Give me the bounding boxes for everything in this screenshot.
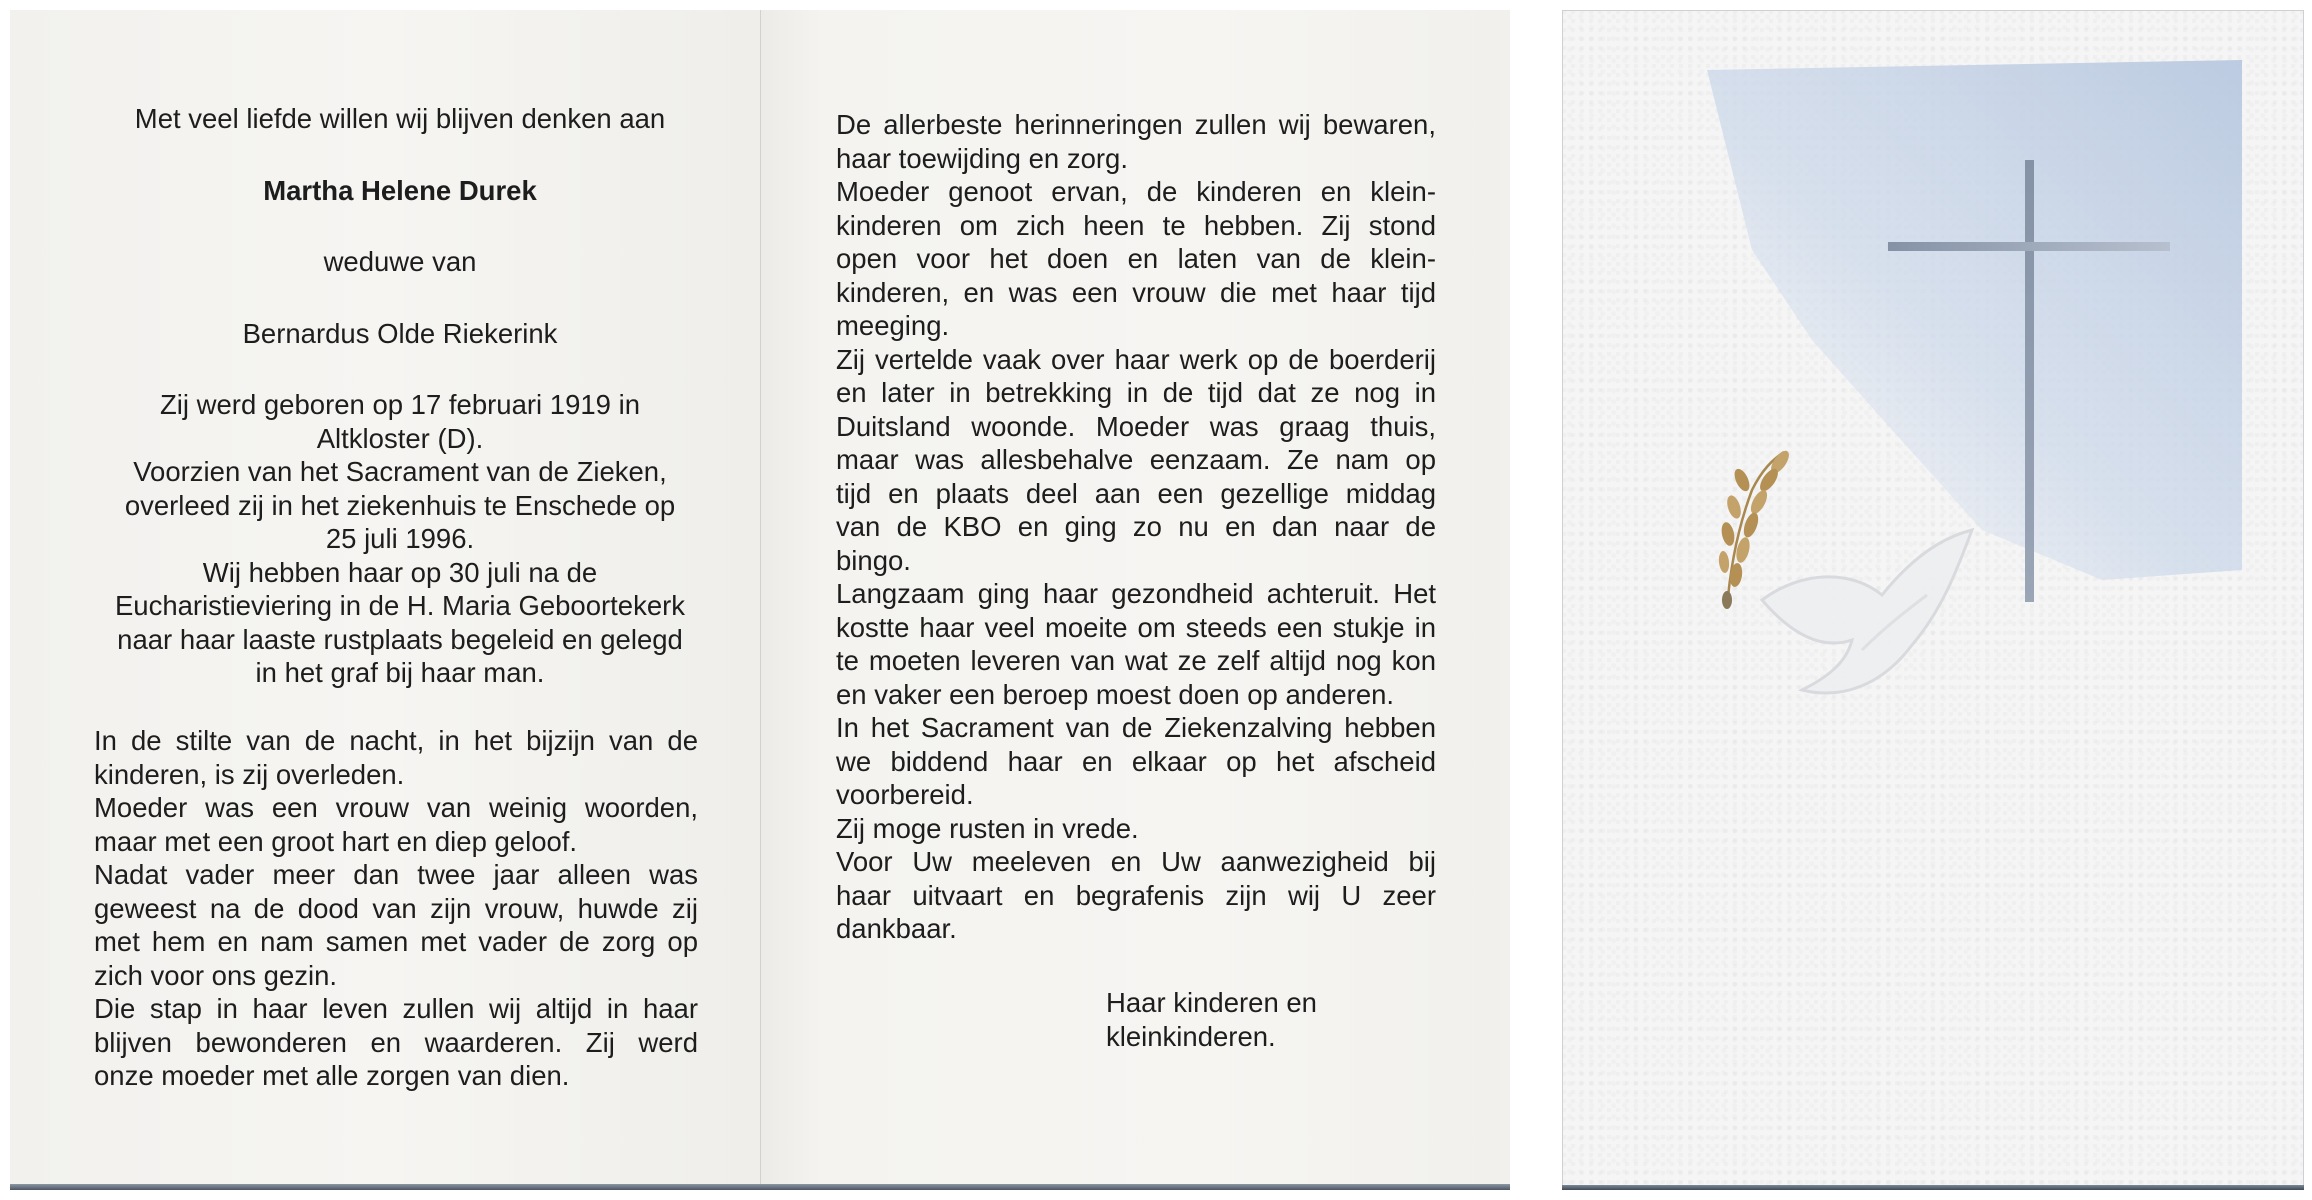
deceased-name: Martha Helene Durek — [263, 174, 537, 206]
text-line: van de KBO en ging zo nu en dan naar de — [836, 511, 1436, 542]
left-body-text — [94, 724, 698, 1093]
text-line: Duitsland woonde. Moeder was graag thuis, — [836, 410, 1436, 442]
text-line: en vaker een beroep moest doen op anderen. — [836, 678, 1395, 710]
text-line: haar uitvaart en begrafenis zijn wij U zeer — [836, 879, 1436, 911]
text-line: kinderen om zich heen te hebben. Zij stond — [836, 209, 1436, 241]
wheat-icon — [1718, 448, 1792, 609]
text-line: kostte haar veel moeite om steeds een stukje in — [836, 611, 1436, 643]
intro-block — [80, 102, 720, 690]
text-line: bingo. — [836, 544, 911, 576]
birth-death-line: naar haar laaste rustplaats begeleid en gelegd — [117, 623, 683, 655]
text-line: Zij vertelde vaak over haar werk op de boerderij — [836, 343, 1436, 375]
right-body-text — [836, 108, 1436, 946]
text-line: Langzaam ging haar gezondheid achteruit. Het — [836, 578, 1436, 609]
text-line: meeging. — [836, 310, 950, 341]
birth-death-line: Eucharistieviering in de H. Maria Geboortekerk — [114, 590, 686, 621]
widow-of-label: weduwe van — [323, 246, 477, 277]
text-line: geweest na de dood van zijn vrouw, huwde zij — [94, 892, 698, 924]
signature-line: Haar kinderen en — [1106, 987, 1317, 1018]
text-line: kinderen, is zij overleden. — [94, 758, 405, 790]
left-page — [10, 10, 761, 1184]
birth-death-line: Voorzien van het Sacrament van de Zieken, — [133, 456, 667, 487]
husband-name: Bernardus Olde Riekerink — [242, 317, 558, 349]
intro-line: Met veel liefde willen wij blijven denken aan — [134, 103, 666, 134]
text-line: we biddend haar en elkaar op het afscheid — [836, 745, 1436, 777]
text-line: In het Sacrament van de Ziekenzalving hebben — [836, 712, 1436, 743]
text-line: maar met een groot hart en diep geloof. — [94, 825, 578, 857]
text-line: haar toewijding en zorg. — [836, 142, 1128, 174]
birth-death-line: 25 juli 1996. — [325, 523, 475, 554]
cover-illustration — [1562, 10, 2304, 1190]
dove-icon — [1762, 530, 1972, 693]
text-line: maar was allesbehalve eenzaam. Ze nam op — [836, 444, 1436, 475]
card-front-cover — [1562, 10, 2304, 1190]
birth-death-line: Altkloster (D). — [316, 422, 484, 454]
text-line: Zij moge rusten in vrede. — [836, 812, 1139, 844]
text-line: tijd en plaats deel aan een gezellige middag — [836, 477, 1436, 509]
sky-wash — [1707, 60, 2242, 580]
text-line: De allerbeste herinneringen zullen wij bewaren, — [836, 109, 1436, 140]
text-line: voorbereid. — [836, 779, 974, 810]
text-line: Die stap in haar leven zullen wij altijd in haar — [94, 993, 698, 1024]
signature-line: kleinkinderen. — [1106, 1020, 1276, 1052]
birth-death-line: in het graf bij haar man. — [255, 657, 545, 688]
text-line: In de stilte van de nacht, in het bijzijn van de — [94, 725, 698, 756]
card-inner-spread — [10, 10, 1510, 1190]
birth-death-line: Zij werd geboren op 17 februari 1919 in — [159, 389, 641, 420]
birth-death-line: Wij hebben haar op 30 juli na de — [202, 556, 598, 588]
text-line: kinderen, en was een vrouw die met haar tijd — [836, 276, 1436, 308]
text-line: en later in betrekking in de tijd dat ze nog in — [836, 377, 1436, 408]
text-line: Nadat vader meer dan twee jaar alleen was — [94, 859, 698, 890]
text-line: Moeder genoot ervan, de kinderen en klein- — [836, 176, 1436, 207]
text-line: Moeder was een vrouw van weinig woorden, — [94, 792, 698, 823]
signature-block — [1106, 986, 1406, 1053]
text-line: met hem en nam samen met vader de zorg op — [94, 926, 698, 957]
birth-death-line: overleed zij in het ziekenhuis te Enschede op — [124, 489, 676, 521]
text-line: blijven bewonderen en waarderen. Zij werd — [94, 1026, 698, 1058]
text-line: te moeten leveren van wat ze zelf altijd nog kon — [836, 645, 1436, 676]
text-line: open voor het doen en laten van de klein- — [836, 243, 1436, 274]
text-line: dankbaar. — [836, 913, 957, 944]
text-line: onze moeder met alle zorgen van dien. — [94, 1060, 570, 1091]
birth-death-block — [80, 388, 720, 690]
text-line: zich voor ons gezin. — [94, 959, 338, 991]
text-line: Voor Uw meeleven en Uw aanwezigheid bij — [836, 846, 1436, 877]
